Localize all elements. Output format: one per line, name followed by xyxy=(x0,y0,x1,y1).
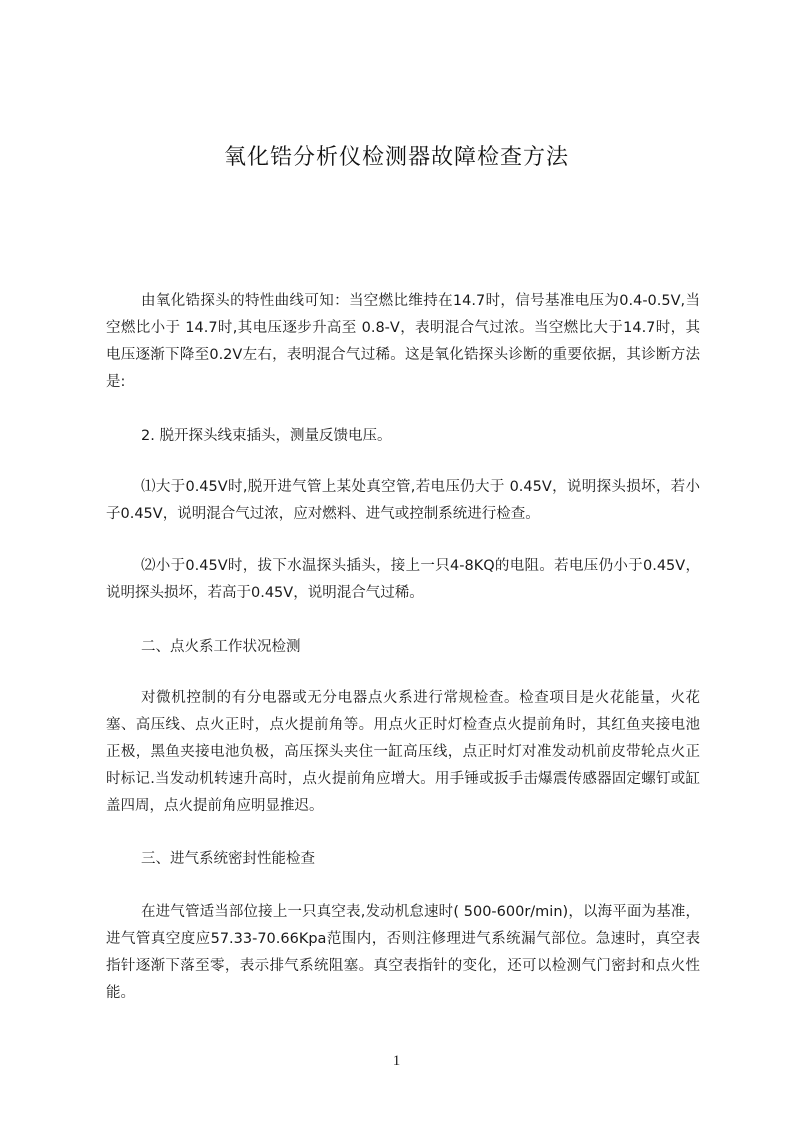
section-heading-ignition: 二、点火系工作状况检测 xyxy=(141,639,301,655)
paragraph-intake: 在进气管适当部位接上一只真空表,发动机怠速时( 500-600r/min)，以海平面为基准，进气管真空度应57.33-70.66Kpa范围内，否则注修理进气系统漏气部位。急速时，真空表指针逐渐下落至零，表示排气系统阻塞。真空表指针的变化，还可以检测气门密封和点火性能。 xyxy=(106,904,700,1001)
paragraph-ignition: 对微机控制的有分电器或无分电器点火系进行常规检查。检查项目是火花能量，火花塞、高压线、点火正时，点火提前角等。用点火正时灯检查点火提前角时，其红鱼夹接电池正极，黑鱼夹接电池负极，高压探头夹住一缸高压线，点正时灯对准发动机前皮带轮点火正时标记.当发动机转速升高时，点火提前角应增大。用手锤或扳手击爆震传感器固定螺钉或缸盖四周，点火提前角应明显推迟。 xyxy=(106,690,700,814)
paragraph-case-2: ⑵小于0.45V时，拔下水温探头插头，接上一只4-8KQ的电阻。若电压仍小于0.45V，说明探头损坏，若高于0.45V，说明混合气过稀。 xyxy=(106,558,700,601)
paragraph-step-2: 2. 脱开探头线束插头，测量反馈电压。 xyxy=(141,428,392,444)
page-number: 1 xyxy=(392,1053,401,1069)
paragraph-case-1: ⑴大于0.45V时,脱开进气管上某处真空管,若电压仍大于 0.45V，说明探头损坏，若小子0.45V，说明混合气过浓，应对燃料、进气或控制系统进行检查。 xyxy=(106,479,700,522)
paragraph-intro: 由氧化锆探头的特性曲线可知：当空燃比维持在14.7时，信号基准电压为0.4-0.5V,当空燃比小于 14.7时,其电压逐步升高至 0.8-V，表明混合气过浓。当空燃比大于14.7时，其电压逐渐下降至0.2V左右，表明混合气过稀。这是氧化锆探头诊断的重要依据，其诊断方法是: xyxy=(106,293,700,390)
section-heading-intake: 三、进气系统密封性能检查 xyxy=(141,851,315,867)
document-title: 氧化锆分析仪检测器故障检查方法 xyxy=(223,145,569,170)
